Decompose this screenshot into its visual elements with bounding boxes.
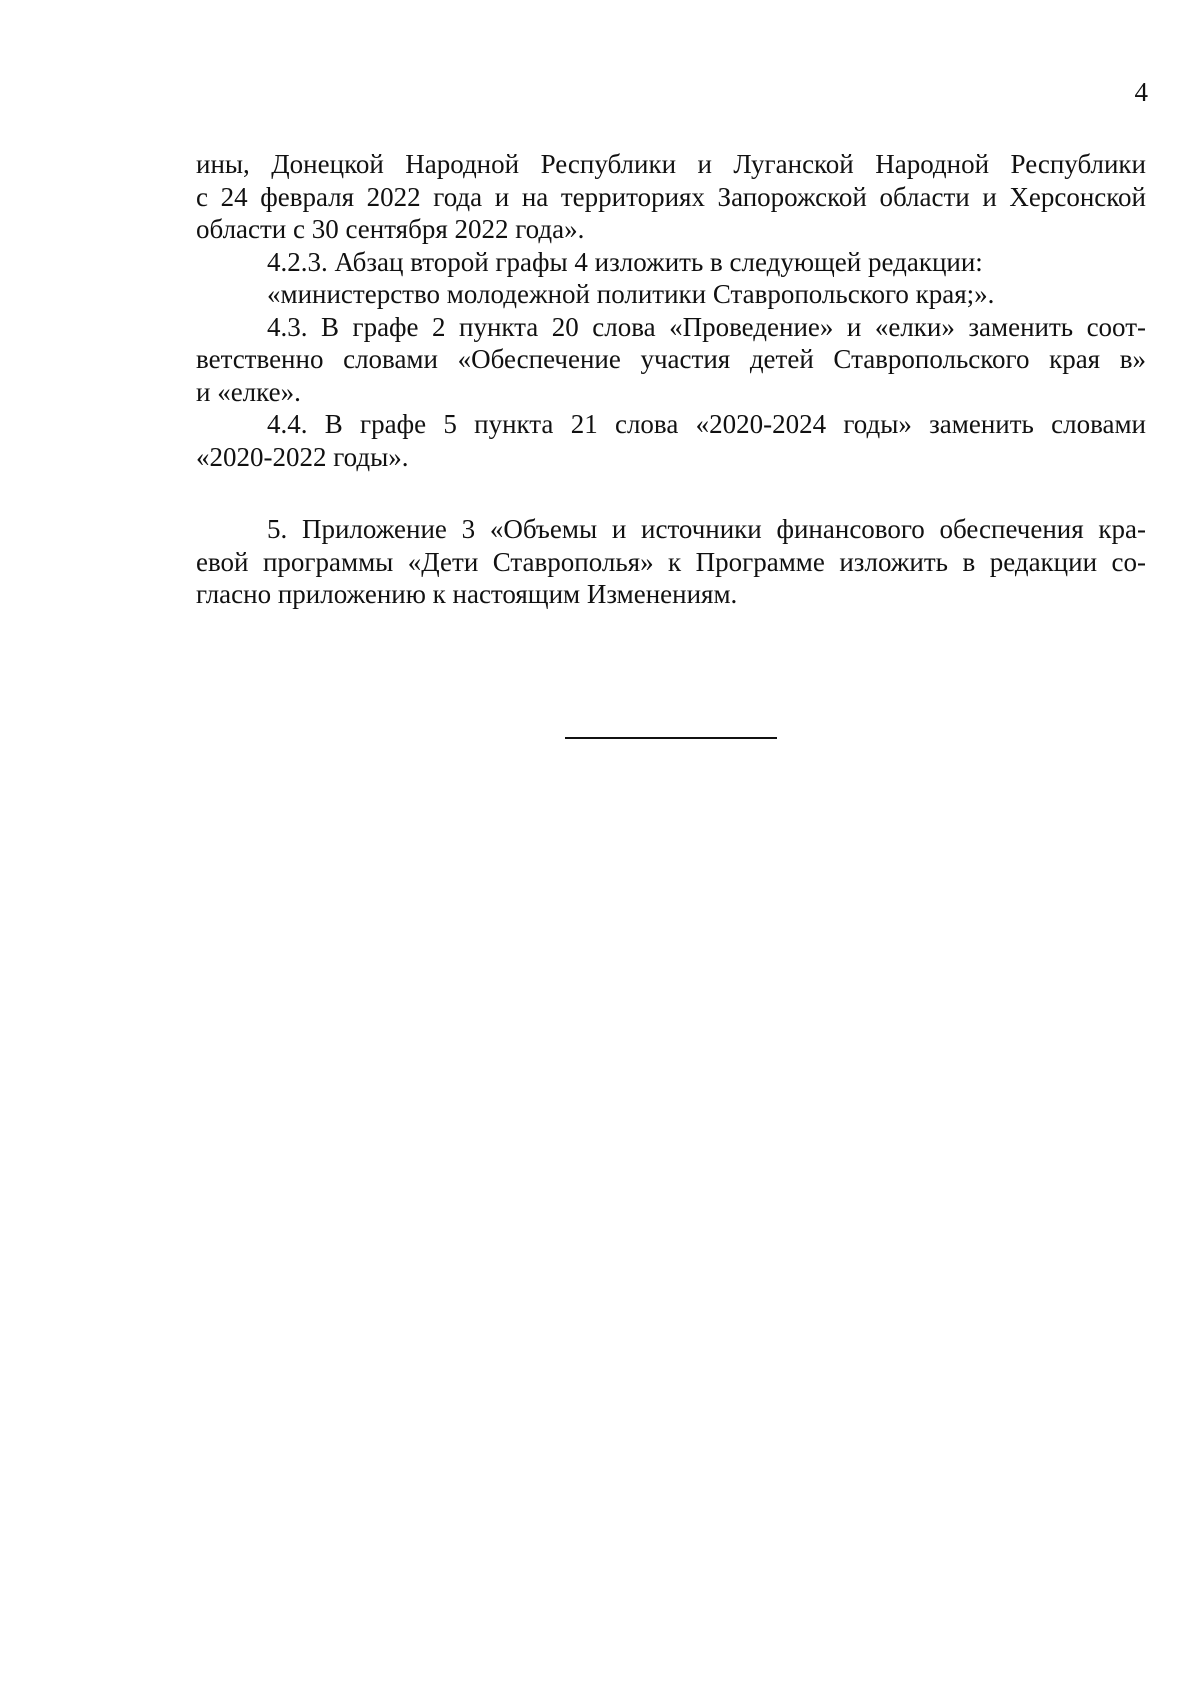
amendment-text-block <box>196 148 1146 473</box>
paragraph-5: 5. Приложение 3 «Объемы и источники финансового обеспечения кра- <box>267 514 1146 544</box>
text-line: «министерство молодежной политики Ставропольского края;». <box>267 279 995 309</box>
text-line: ветственно словами «Обеспечение участия детей Ставропольского края в» <box>196 344 1146 374</box>
text-line: «2020-2022 годы». <box>196 441 409 472</box>
end-of-document-rule <box>565 737 777 739</box>
text-line: с 24 февраля 2022 года и на территориях Запорожской области и Херсонской <box>196 181 1146 212</box>
section-5-text-block <box>196 513 1146 611</box>
page-number: 4 <box>1134 77 1148 107</box>
text-line: ины, Донецкой Народной Республики и Луганской Народной Республики <box>196 149 1146 179</box>
text-line: области с 30 сентября 2022 года». <box>196 214 585 244</box>
text-line: и «елке». <box>196 376 301 407</box>
paragraph-4-3: 4.3. В графе 2 пункта 20 слова «Проведение» и «елки» заменить соот- <box>267 311 1146 342</box>
paragraph-4-4: 4.4. В графе 5 пункта 21 слова «2020-2024 годы» заменить словами <box>267 409 1146 439</box>
text-line: гласно приложению к настоящим Изменениям. <box>196 579 738 609</box>
paragraph-4-2-3: 4.2.3. Абзац второй графы 4 изложить в следующей редакции: <box>267 246 983 277</box>
text-line: евой программы «Дети Ставрополья» к Программе изложить в редакции со- <box>196 546 1146 577</box>
